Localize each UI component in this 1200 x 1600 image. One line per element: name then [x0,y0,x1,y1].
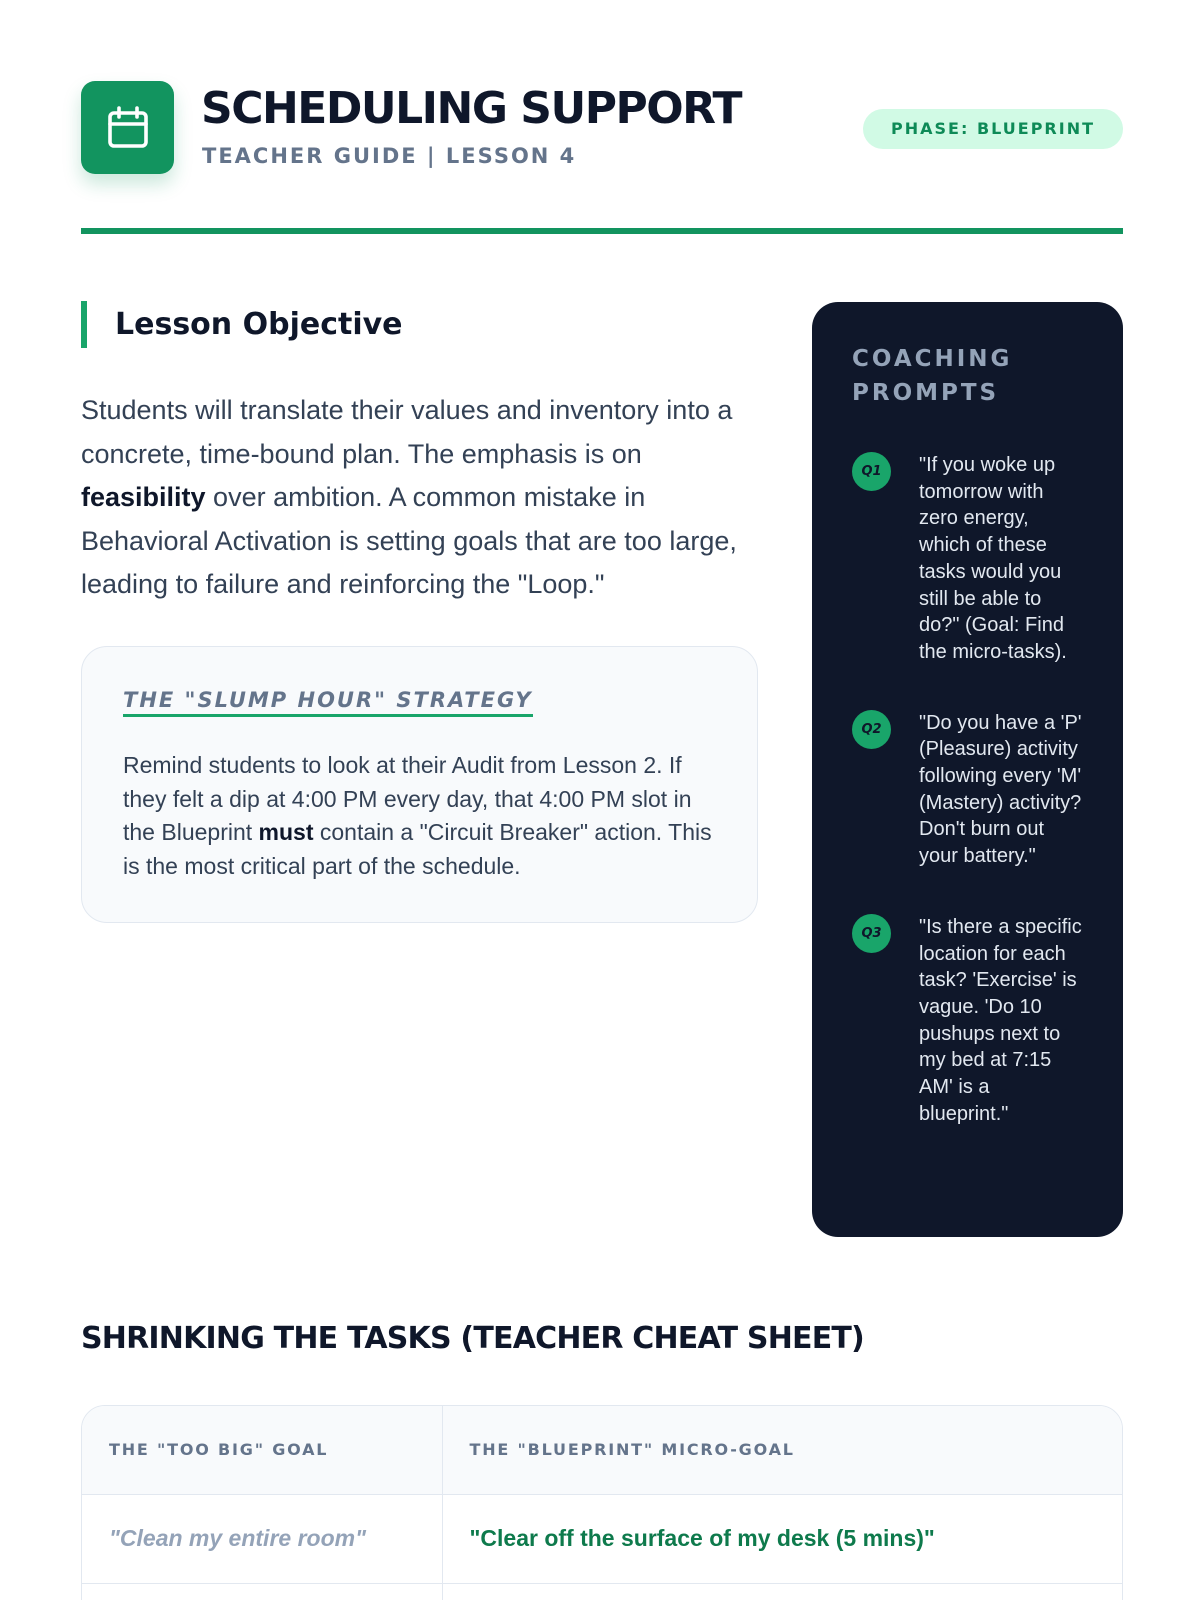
cheat-sheet-table [81,1405,1123,1600]
prompt-text: "Do you have a 'P' (Pleasure) activity following every 'M' (Mastery) activity? Don't burn out your battery." [919,711,1082,868]
table-row [82,1583,1122,1600]
prompt-list [852,452,1103,1127]
table-header-row [82,1406,1122,1494]
question-badge: Q1 [852,452,891,491]
strategy-card [81,646,758,923]
cheat-sheet-heading: SHRINKING THE TASKS (TEACHER CHEAT SHEET) [81,1321,864,1356]
question-badge: Q3 [852,914,891,953]
strategy-text-end: contain a "Circuit Breaker" action. This is the most critical part of the schedule. [123,819,712,879]
coaching-prompts-title: COACHING PROMPTS [852,346,1013,406]
strategy-text-start: Remind students to look at their Audit from Lesson 2. If they felt a dip at 4:00 PM every day, that 4:00 PM slot in the Blueprint [123,752,692,845]
prompt-item [852,914,1103,1128]
phase-badge: PHASE: BLUEPRINT [863,109,1123,149]
strategy-title: THE "SLUMP HOUR" STRATEGY [123,687,533,717]
objective-text [81,389,761,607]
header-divider [81,228,1123,234]
objective-text-start: Students will translate their values and inventory into a concrete, time-bound plan. The emphasis is on [81,395,733,469]
prompt-item [852,710,1103,870]
too-big-goal-cell: "Clean my entire room" [82,1494,442,1583]
prompt-text: "If you woke up tomorrow with zero energy, which of these tasks would you still be able to do?" (Goal: Find the micro-tasks). [919,454,1067,663]
question-badge: Q2 [852,710,891,749]
too-big-goal-cell [82,1583,442,1600]
page-subtitle: TEACHER GUIDE | LESSON 4 [202,144,577,168]
objective-text-end: over ambition. A common mistake in Behavioral Activation is setting goals that are too large, leading to failure and reinforcing the "Loop." [81,482,737,599]
calendar-icon [81,81,174,174]
strategy-text [123,749,717,883]
coaching-prompts-panel [812,302,1123,1237]
column-header-too-big: THE "TOO BIG" GOAL [82,1406,442,1494]
micro-goal-cell [442,1583,1122,1600]
column-header-micro-goal: THE "BLUEPRINT" MICRO-GOAL [442,1406,1122,1494]
header [81,81,1123,175]
prompt-text: "Is there a specific location for each task? 'Exercise' is vague. 'Do 10 pushups next to my bed at 7:15 AM' is a blueprint." [919,915,1082,1125]
objective-heading: Lesson Objective [81,301,403,348]
prompt-item [852,452,1103,666]
table-row [82,1494,1122,1583]
micro-goal-cell: "Clear off the surface of my desk (5 mins)" [442,1494,1122,1583]
page-title: SCHEDULING SUPPORT [201,83,742,134]
strategy-text-emphasis: must [258,819,314,845]
objective-text-emphasis: feasibility [81,482,206,512]
